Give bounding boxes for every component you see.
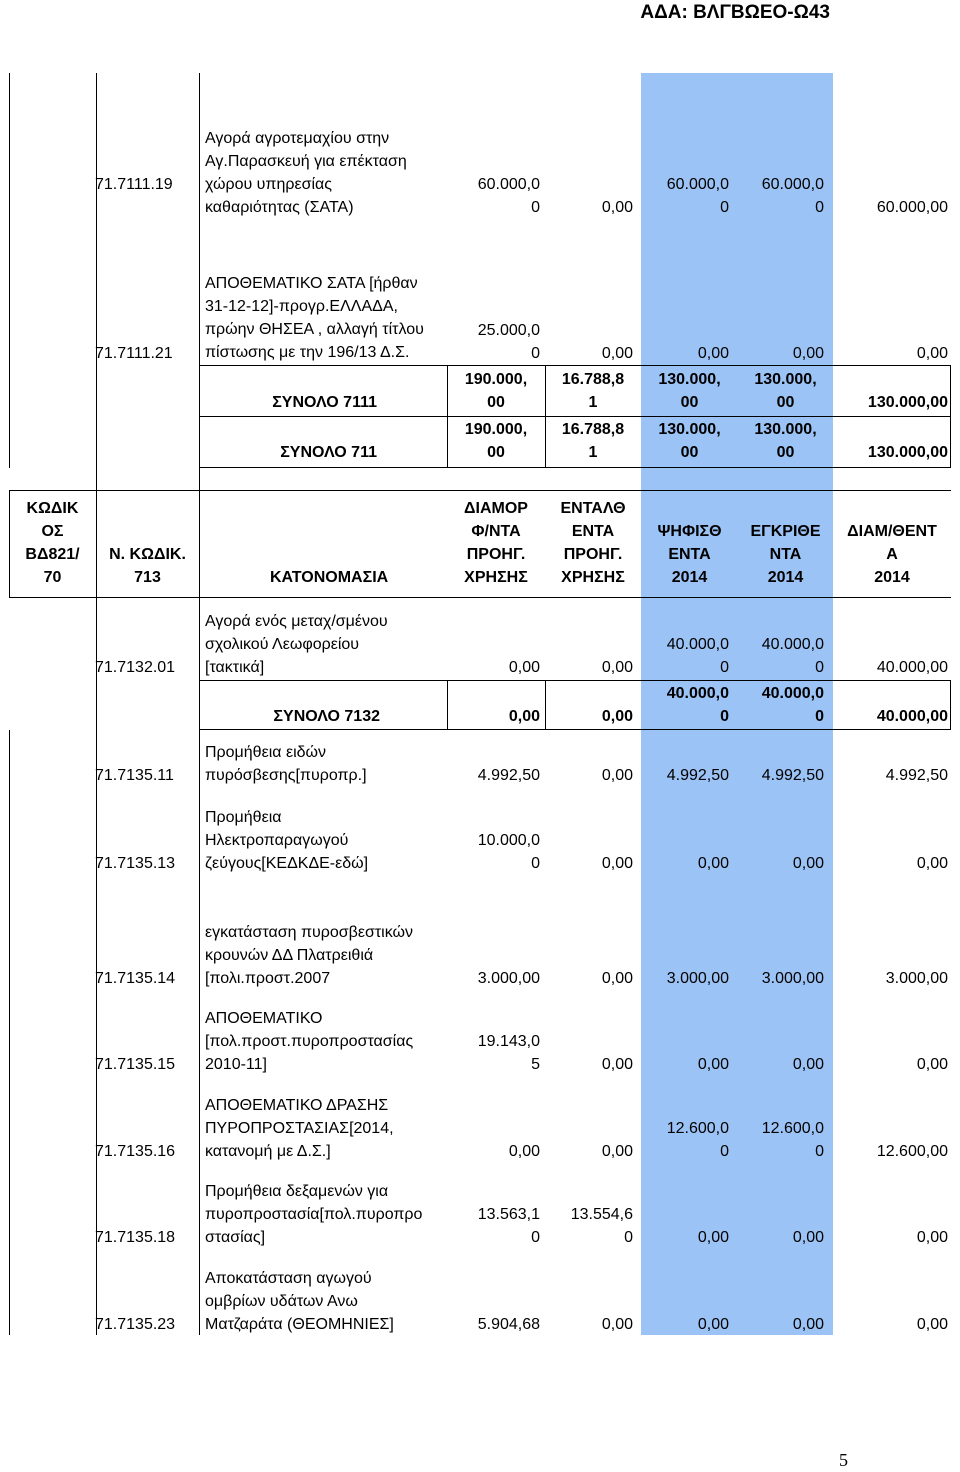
- grid-line: [199, 729, 951, 730]
- row-7135-14-prev-committed: 0,00: [601, 970, 633, 987]
- total-7111-allocated: 130.000,00: [867, 394, 948, 411]
- row-7135-11-allocated: 4.992,50: [885, 767, 948, 784]
- grid-line: [950, 680, 951, 730]
- total-7111-approved: 130.000, 00: [754, 371, 817, 411]
- row-7135-18-prev-amended: 13.563,1 0: [477, 1206, 540, 1246]
- row-7111-19-name: Αγορά αγροτεμαχίου στην Αγ.Παρασκευή για επέκταση χώρου υπηρεσίας καθαριότητας (ΣΑΤΑ): [205, 130, 407, 216]
- total-711-approved: 130.000, 00: [754, 421, 817, 461]
- ada-label: ΑΔΑ:: [640, 2, 688, 23]
- grid-line: [9, 597, 951, 598]
- row-7135-15-approved: 0,00: [792, 1056, 824, 1073]
- ada-code: ΒΛΓΒΩΕΟ-Ω43: [693, 2, 830, 23]
- row-7135-23-allocated: 0,00: [916, 1316, 948, 1333]
- grid-line: [199, 680, 951, 681]
- total-7111-voted: 130.000, 00: [658, 371, 721, 411]
- header-approved: ΕΓΚΡΙΘΕ ΝΤΑ 2014: [750, 523, 821, 586]
- row-7132-01-voted: 40.000,0 0: [666, 636, 729, 676]
- row-7135-14-prev-amended: 3.000,00: [477, 970, 540, 987]
- grid-line: [199, 467, 951, 468]
- grid-line: [9, 73, 10, 468]
- row-7111-21-prev-amended: 25.000,0 0: [477, 322, 540, 362]
- total-7132-prev-committed: 0,00: [601, 708, 633, 725]
- row-7111-21-allocated: 0,00: [916, 345, 948, 362]
- row-7111-21-voted: 0,00: [697, 345, 729, 362]
- row-7135-18-name: Προμήθεια δεξαμενών για πυροπροστασία[πολ.πυροπρο στασίας]: [205, 1183, 423, 1246]
- total-711-prev-committed: 16.788,8 1: [561, 421, 625, 461]
- total-7132-label: ΣΥΝΟΛΟ 7132: [273, 708, 380, 725]
- header-prev-committed: ΕΝΤΑΛΘ ΕΝΤΑ ΠΡΟΗΓ. ΧΡΗΣΗΣ: [560, 500, 626, 586]
- row-7132-01-prev-amended: 0,00: [508, 659, 540, 676]
- row-7135-23-voted: 0,00: [697, 1316, 729, 1333]
- row-7135-23-approved: 0,00: [792, 1316, 824, 1333]
- row-7111-19-prev-committed: 0,00: [601, 199, 633, 216]
- row-7132-01-allocated: 40.000,00: [876, 659, 948, 676]
- row-7135-11-code: 71.7135.11: [95, 767, 174, 784]
- row-7132-01-prev-committed: 0,00: [601, 659, 633, 676]
- row-7111-19-approved: 60.000,0 0: [761, 176, 824, 216]
- row-7135-18-code: 71.7135.18: [95, 1229, 176, 1246]
- row-7111-19-prev-amended: 60.000,0 0: [477, 176, 540, 216]
- row-7135-23-code: 71.7135.23: [95, 1316, 176, 1333]
- row-7135-15-prev-amended: 19.143,0 5: [477, 1033, 540, 1073]
- row-7135-14-code: 71.7135.14: [95, 970, 176, 987]
- row-7135-13-name: Προμήθεια Ηλεκτροπαραγωγού ζεύγους[ΚΕΔΚΔΕ-εδώ]: [205, 809, 369, 872]
- row-7135-13-allocated: 0,00: [916, 855, 948, 872]
- row-7111-21-approved: 0,00: [792, 345, 824, 362]
- header-prev-amended: ΔΙΑΜΟΡ Φ/ΝΤΑ ΠΡΟΗΓ. ΧΡΗΣΗΣ: [464, 500, 528, 586]
- header-code-bd821: ΚΩΔΙΚ ΟΣ ΒΔ821/ 70: [25, 500, 80, 586]
- row-7135-11-voted: 4.992,50: [666, 767, 729, 784]
- total-7111-prev-committed: 16.788,8 1: [561, 371, 625, 411]
- header-allocated: ΔΙΑΜ/ΘΕΝΤ Α 2014: [847, 523, 937, 586]
- row-7135-23-prev-amended: 5.904,68: [477, 1316, 540, 1333]
- row-7111-19-voted: 60.000,0 0: [666, 176, 729, 216]
- row-7135-13-code: 71.7135.13: [95, 855, 176, 872]
- total-7111-label: ΣΥΝΟΛΟ 7111: [272, 394, 377, 411]
- total-711-voted: 130.000, 00: [658, 421, 721, 461]
- total-711-label: ΣΥΝΟΛΟ 711: [280, 444, 377, 461]
- row-7135-23-name: Αποκατάσταση αγωγού ομβρίων υδάτων Ανω Ματζαράτα (ΘΕΟΜΗΝΙΕΣ]: [205, 1270, 394, 1333]
- header-voted: ΨΗΦΙΣΘ ΕΝΤΑ 2014: [657, 523, 722, 586]
- row-7135-23-prev-committed: 0,00: [601, 1316, 633, 1333]
- row-7135-13-prev-amended: 10.000,0 0: [477, 832, 540, 872]
- total-7111-prev-amended: 190.000, 00: [464, 371, 528, 411]
- row-7135-16-prev-amended: 0,00: [508, 1143, 540, 1160]
- row-7135-16-voted: 12.600,0 0: [666, 1120, 729, 1160]
- row-7135-13-prev-committed: 0,00: [601, 855, 633, 872]
- row-7135-16-approved: 12.600,0 0: [761, 1120, 824, 1160]
- row-7135-16-name: ΑΠΟΘΕΜΑΤΙΚΟ ΔΡΑΣΗΣ ΠΥΡΟΠΡΟΣΤΑΣΙΑΣ[2014, κατανομή με Δ.Σ.]: [205, 1097, 394, 1160]
- grid-line: [199, 416, 951, 417]
- row-7135-18-voted: 0,00: [697, 1229, 729, 1246]
- row-7111-21-code: 71.7111.21: [95, 345, 173, 362]
- page-number: 5: [839, 1450, 848, 1470]
- row-7135-11-prev-amended: 4.992,50: [477, 767, 540, 784]
- row-7135-11-name: Προμήθεια ειδών πυρόσβεσης[πυροπρ.]: [205, 744, 367, 784]
- row-7135-15-voted: 0,00: [697, 1056, 729, 1073]
- row-7135-15-allocated: 0,00: [916, 1056, 948, 1073]
- row-7135-16-code: 71.7135.16: [95, 1143, 176, 1160]
- row-7132-01-approved: 40.000,0 0: [761, 636, 824, 676]
- row-7135-15-prev-committed: 0,00: [601, 1056, 633, 1073]
- row-7135-14-voted: 3.000,00: [666, 970, 729, 987]
- ada-header: [640, 2, 830, 24]
- row-7135-16-allocated: 12.600,00: [876, 1143, 948, 1160]
- row-7111-21-name: ΑΠΟΘΕΜΑΤΙΚΟ ΣΑΤΑ [ήρθαν 31-12-12]-προγρ.ΕΛΛΑΔΑ, πρώην ΘΗΣΕΑ , αλλαγή τίτλου πίστωσης με την 196/13 Δ.Σ.: [205, 275, 424, 361]
- row-7135-15-code: 71.7135.15: [95, 1056, 176, 1073]
- row-7111-19-allocated: 60.000,00: [876, 199, 948, 216]
- grid-line: [199, 365, 951, 366]
- total-7132-voted: 40.000,0 0: [666, 685, 729, 725]
- row-7111-21-prev-committed: 0,00: [601, 345, 633, 362]
- total-7132-allocated: 40.000,00: [876, 708, 948, 725]
- row-7135-15-name: ΑΠΟΘΕΜΑΤΙΚΟ [πολ.προστ.πυροπροστασίας 2010-11]: [205, 1010, 414, 1073]
- total-7132-prev-amended: 0,00: [508, 708, 540, 725]
- row-7135-14-name: εγκατάσταση πυροσβεστικών κρουνών ΔΔ Πλατρειθιά [πολι.προστ.2007: [205, 924, 414, 987]
- grid-line: [199, 73, 200, 1335]
- row-7135-18-prev-committed: 13.554,6 0: [570, 1206, 633, 1246]
- header-name: ΚΑΤΟΝΟΜΑΣΙΑ: [270, 569, 389, 586]
- row-7132-01-name: Αγορά ενός μεταχ/σμένου σχολικού Λεωφορείου [τακτικά]: [205, 613, 388, 676]
- row-7135-14-allocated: 3.000,00: [885, 970, 948, 987]
- total-7132-approved: 40.000,0 0: [761, 685, 824, 725]
- grid-line: [9, 490, 951, 491]
- row-7135-18-allocated: 0,00: [916, 1229, 948, 1246]
- grid-line: [9, 730, 10, 1335]
- row-7135-16-prev-committed: 0,00: [601, 1143, 633, 1160]
- row-7111-19-code: 71.7111.19: [95, 176, 173, 193]
- header-new-code: Ν. ΚΩΔΙΚ. 713: [109, 546, 186, 586]
- total-711-prev-amended: 190.000, 00: [464, 421, 528, 461]
- total-711-allocated: 130.000,00: [867, 444, 948, 461]
- row-7135-13-approved: 0,00: [792, 855, 824, 872]
- row-7132-01-code: 71.7132.01: [95, 659, 176, 676]
- row-7135-11-prev-committed: 0,00: [601, 767, 633, 784]
- row-7135-11-approved: 4.992,50: [761, 767, 824, 784]
- row-7135-14-approved: 3.000,00: [761, 970, 824, 987]
- row-7135-13-voted: 0,00: [697, 855, 729, 872]
- row-7135-18-approved: 0,00: [792, 1229, 824, 1246]
